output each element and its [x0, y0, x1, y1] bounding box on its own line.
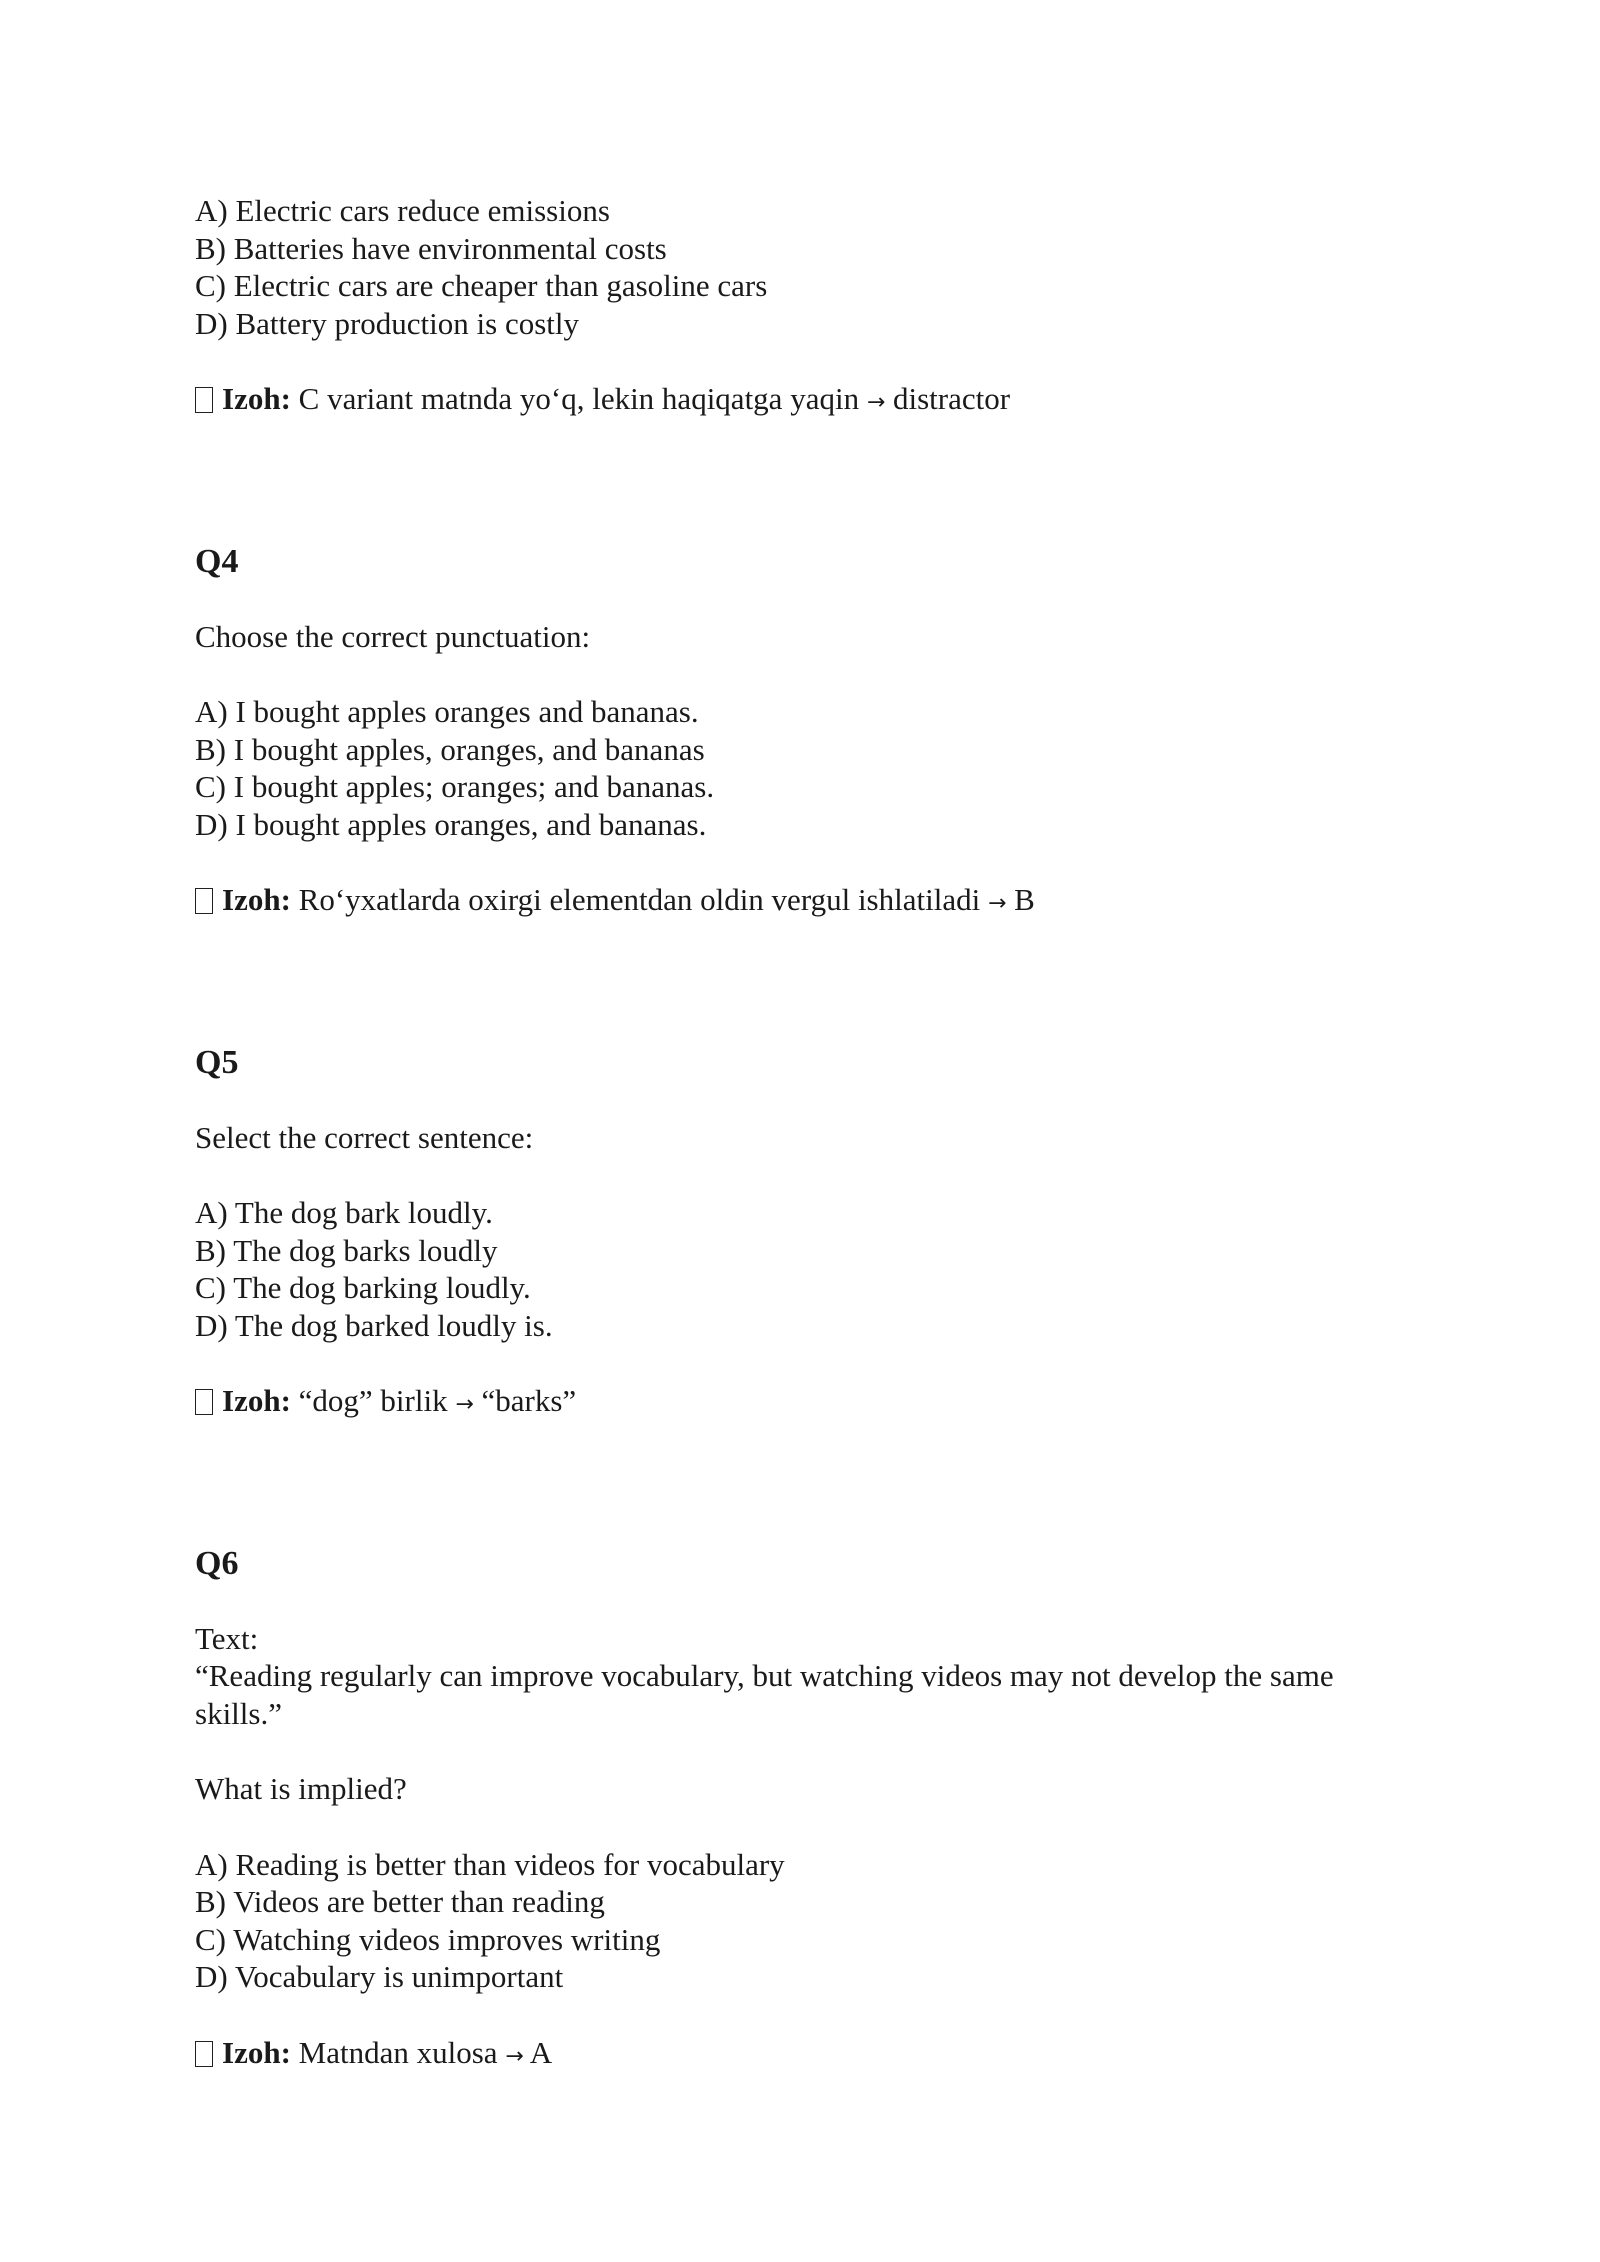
- explanation: [195, 2034, 1435, 2076]
- explanation-label: Izoh:: [222, 1383, 291, 1418]
- option-c: C) I bought apples; oranges; and bananas.: [195, 769, 715, 804]
- explanation-answer: A: [523, 2034, 553, 2070]
- question-prompt: What is implied?: [195, 1771, 407, 1806]
- arrow-right-icon: →: [987, 891, 1007, 916]
- prev-question-options: [195, 192, 1435, 342]
- question-prompt: Choose the correct punctuation:: [195, 618, 591, 654]
- option-b: B) The dog barks loudly: [195, 1232, 498, 1268]
- explanation-label: Izoh:: [222, 381, 291, 416]
- arrow-right-icon: →: [505, 2043, 524, 2069]
- document-page: [195, 192, 1435, 2075]
- explanation-text: Matndan xulosa: [290, 2034, 506, 2070]
- quote-line: “Reading regularly can improve vocabulary, but watching videos may not develop the same: [195, 1658, 1334, 1693]
- question-title: Q4: [195, 542, 239, 580]
- explanation-label: Izoh:: [222, 2034, 291, 2070]
- explanation: [195, 380, 1435, 422]
- quote-line: skills.”: [195, 1695, 282, 1731]
- question-prompt: Select the correct sentence:: [195, 1119, 534, 1155]
- explanation-text: “dog” birlik: [290, 1383, 456, 1418]
- question-title: Q5: [195, 1043, 239, 1081]
- checkbox-glyph-icon: [195, 387, 213, 413]
- option-b: B) I bought apples, oranges, and bananas: [195, 731, 705, 767]
- option-b: B) Videos are better than reading: [195, 1884, 605, 1919]
- option-c: C) Watching videos improves writing: [195, 1921, 661, 1957]
- explanation-label: Izoh:: [222, 882, 291, 917]
- explanation-text: Ro‘yxatlarda oxirgi elementdan oldin vergul ishlatiladi: [290, 882, 988, 917]
- option-c: C) The dog barking loudly.: [195, 1270, 531, 1305]
- question-options: [195, 1846, 1435, 1996]
- explanation-answer: “barks”: [473, 1383, 577, 1418]
- option-d: D) Battery production is costly: [195, 305, 579, 341]
- question-title: Q6: [195, 1544, 239, 1582]
- option-d: D) I bought apples oranges, and bananas.: [195, 806, 707, 842]
- option-a: A) Electric cars reduce emissions: [195, 193, 610, 228]
- arrow-right-icon: →: [866, 390, 886, 415]
- option-c: C) Electric cars are cheaper than gasoline cars: [195, 268, 768, 303]
- question-options: [195, 1194, 1435, 1344]
- checkbox-glyph-icon: [195, 1389, 213, 1415]
- option-d: D) Vocabulary is unimportant: [195, 1959, 564, 1994]
- checkbox-glyph-icon: [195, 888, 213, 914]
- option-a: A) The dog bark loudly.: [195, 1195, 493, 1230]
- explanation: [195, 1382, 1435, 1424]
- option-a: A) I bought apples oranges and bananas.: [195, 694, 699, 729]
- explanation-answer: distractor: [885, 381, 1011, 416]
- option-b: B) Batteries have environmental costs: [195, 230, 667, 266]
- explanation: [195, 881, 1435, 923]
- option-d: D) The dog barked loudly is.: [195, 1307, 553, 1343]
- question-options: [195, 693, 1435, 843]
- checkbox-glyph-icon: [195, 2041, 213, 2067]
- text-label: Text:: [195, 1620, 259, 1656]
- arrow-right-icon: →: [455, 1392, 474, 1417]
- explanation-answer: B: [1006, 882, 1035, 917]
- explanation-text: C variant matnda yo‘q, lekin haqiqatga yaqin: [290, 381, 867, 416]
- option-a: A) Reading is better than videos for vocabulary: [195, 1846, 785, 1882]
